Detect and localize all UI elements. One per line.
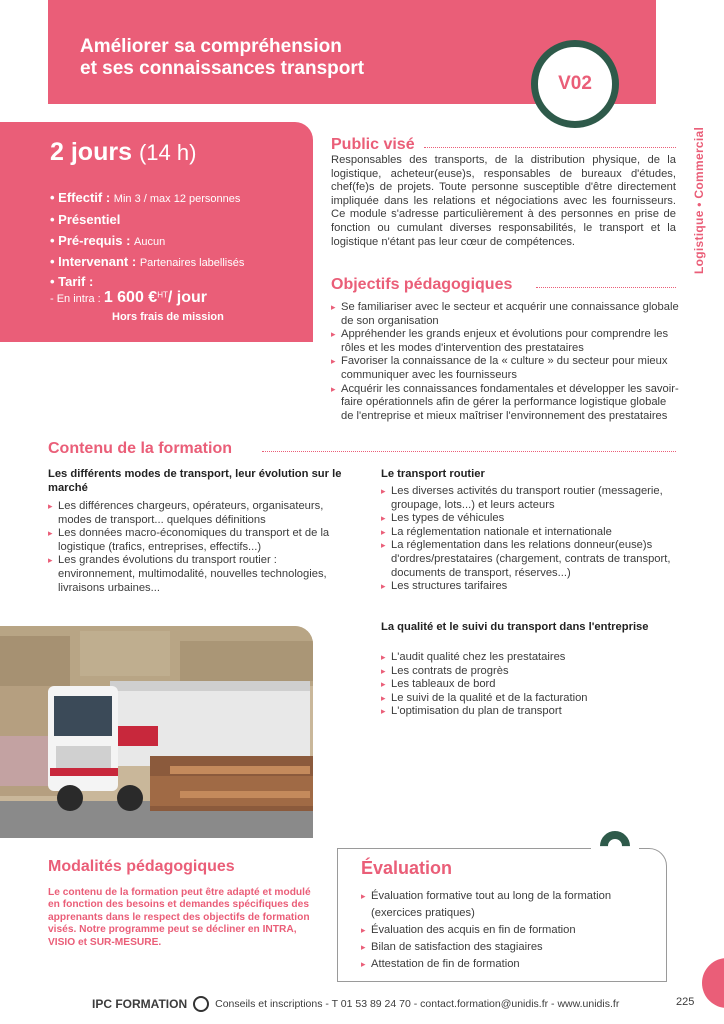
list-item: ▸ La réglementation dans les relations donneur(euse)s d'ordres/prestataires (chargement, contrats de transport, documents de transport, réserves...) <box>381 539 671 580</box>
price-sup: HT <box>157 290 168 300</box>
public-text: Responsables des transports, de la distribution physique, de la logistique, acheteur(euse)s, responsables de bureaux d'études, chef(fe)s de projets. Toute personne susceptible d'être directement impliquée dans les relations et négociations avec les fournisseurs. Ce module s'adresse particulièrement à des personnes en prise de fonction ou cumulant diverses responsabilités, le transport et la logistique n'étant pas leur cœur de compétences. <box>331 154 676 248</box>
brand-name: IPC FORMATION <box>92 997 188 1011</box>
brand-logo-icon <box>193 996 209 1012</box>
block3-list <box>381 651 671 719</box>
list-item: ▸ L'audit qualité chez les prestataires <box>381 651 671 665</box>
truck-photo <box>0 626 313 838</box>
category-tag-label: Logistique • Commercial <box>692 126 706 274</box>
intervenant-value: Partenaires labellisés <box>139 257 245 269</box>
list-item: ▸ Évaluation des acquis en fin de formation <box>361 922 661 939</box>
effectif-line <box>50 190 240 205</box>
list-item: ▸ Attestation de fin de formation <box>361 956 661 973</box>
category-tag <box>692 104 722 274</box>
prerequis-label: • Pré-requis : <box>50 233 131 248</box>
effectif-value: Min 3 / max 12 personnes <box>113 193 241 205</box>
list-item: ▸ Les données macro-économiques du transport et de la logistique (trafics, entreprises, effectifs...) <box>48 527 348 554</box>
list-item: ▸ Les grandes évolutions du transport routier : environnement, multimodalité, nouvelles technologies, livraisons urbaines... <box>48 554 348 595</box>
block1-title: Les différents modes de transport, leur évolution sur le marché <box>48 468 342 494</box>
intervenant-line <box>50 254 244 269</box>
list-item: ▸ Se familiariser avec le secteur et acquérir une connaissance globale de son organisation <box>331 301 679 328</box>
list-item: ▸ Les différences chargeurs, opérateurs, organisateurs, modes de transport... quelques définitions <box>48 500 348 527</box>
prerequis-value: Aucun <box>134 236 166 248</box>
divider <box>424 147 676 148</box>
contenu-title: Contenu de la formation <box>48 440 232 457</box>
effectif-label: • Effectif : <box>50 190 111 205</box>
tarif-line: • Tarif : <box>50 274 94 289</box>
divider <box>536 287 676 288</box>
prerequis-line <box>50 233 165 248</box>
price-line <box>50 289 207 307</box>
list-item: ▸ La réglementation nationale et internationale <box>381 526 671 540</box>
block1-list <box>48 500 348 595</box>
course-code-badge: V02 <box>531 40 619 128</box>
duration-days: 2 jours <box>50 138 132 166</box>
duration-hours: (14 h) <box>138 140 197 165</box>
list-item: ▸ Bilan de satisfaction des stagiaires <box>361 939 661 956</box>
course-info-box <box>0 122 313 342</box>
list-item: ▸ Les types de véhicules <box>381 512 671 526</box>
price-unit: / jour <box>167 289 207 306</box>
list-item: ▸ Acquérir les connaissances fondamentales et développer les savoir-faire opérationnels afin de gérer la performance logistique globale de l'entreprise et mieux maîtriser l'environnement des prestataires <box>331 383 679 424</box>
divider <box>262 451 676 452</box>
list-item: ▸ Évaluation formative tout au long de la formation (exercices pratiques) <box>361 888 661 922</box>
page-title <box>80 36 520 80</box>
public-title: Public visé <box>331 136 415 153</box>
list-item: ▸ Favoriser la connaissance de la « culture » du secteur pour mieux communiquer avec les fournisseurs <box>331 355 679 382</box>
list-item: ▸ Les tableaux de bord <box>381 678 671 692</box>
intra-label: - En intra : <box>50 293 101 305</box>
block2-list <box>381 485 671 594</box>
list-item: ▸ Les diverses activités du transport routier (messagerie, groupage, lots...) et leurs acteurs <box>381 485 671 512</box>
objectifs-list <box>331 301 679 423</box>
price-note: Hors frais de mission <box>112 311 224 323</box>
truck-illustration <box>0 626 313 838</box>
price-value: 1 600 € <box>103 289 158 306</box>
list-item: ▸ Les structures tarifaires <box>381 580 671 594</box>
title-line-2: et ses connaissances transport <box>80 58 365 79</box>
evaluation-title: Évaluation <box>361 858 453 878</box>
title-line-1: Améliorer sa compréhension <box>80 36 342 57</box>
evaluation-list <box>361 888 661 973</box>
page-marker <box>702 958 724 1008</box>
list-item: ▸ Appréhender les grands enjeux et évolutions pour comprendre les rôles et les modes d'intervention des prestataires <box>331 328 679 355</box>
intervenant-label: • Intervenant : <box>50 254 137 269</box>
list-item: ▸ Le suivi de la qualité et de la facturation <box>381 692 671 706</box>
objectifs-title: Objectifs pédagogiques <box>331 276 513 293</box>
block2-title: Le transport routier <box>381 468 485 480</box>
modalites-title: Modalités pédagogiques <box>48 858 235 875</box>
page-number: 225 <box>676 996 695 1008</box>
block3-title: La qualité et le suivi du transport dans l'entreprise <box>381 621 649 633</box>
footer-contact: Conseils et inscriptions - T 01 53 89 24 70 - contact.formation@unidis.fr - www.unidis.fr <box>215 998 620 1010</box>
presentiel-line: • Présentiel <box>50 212 121 227</box>
list-item: ▸ L'optimisation du plan de transport <box>381 705 671 719</box>
footer <box>92 996 619 1012</box>
list-item: ▸ Les contrats de progrès <box>381 665 671 679</box>
modalites-text: Le contenu de la formation peut être adapté et modulé en fonction des besoins et demandes spécifiques des apprenants dans le respect des objectifs de formation visés. Notre programme peut se décliner en INTRA, VISIO et SUR-MESURE. <box>48 887 311 948</box>
duration <box>50 138 196 167</box>
